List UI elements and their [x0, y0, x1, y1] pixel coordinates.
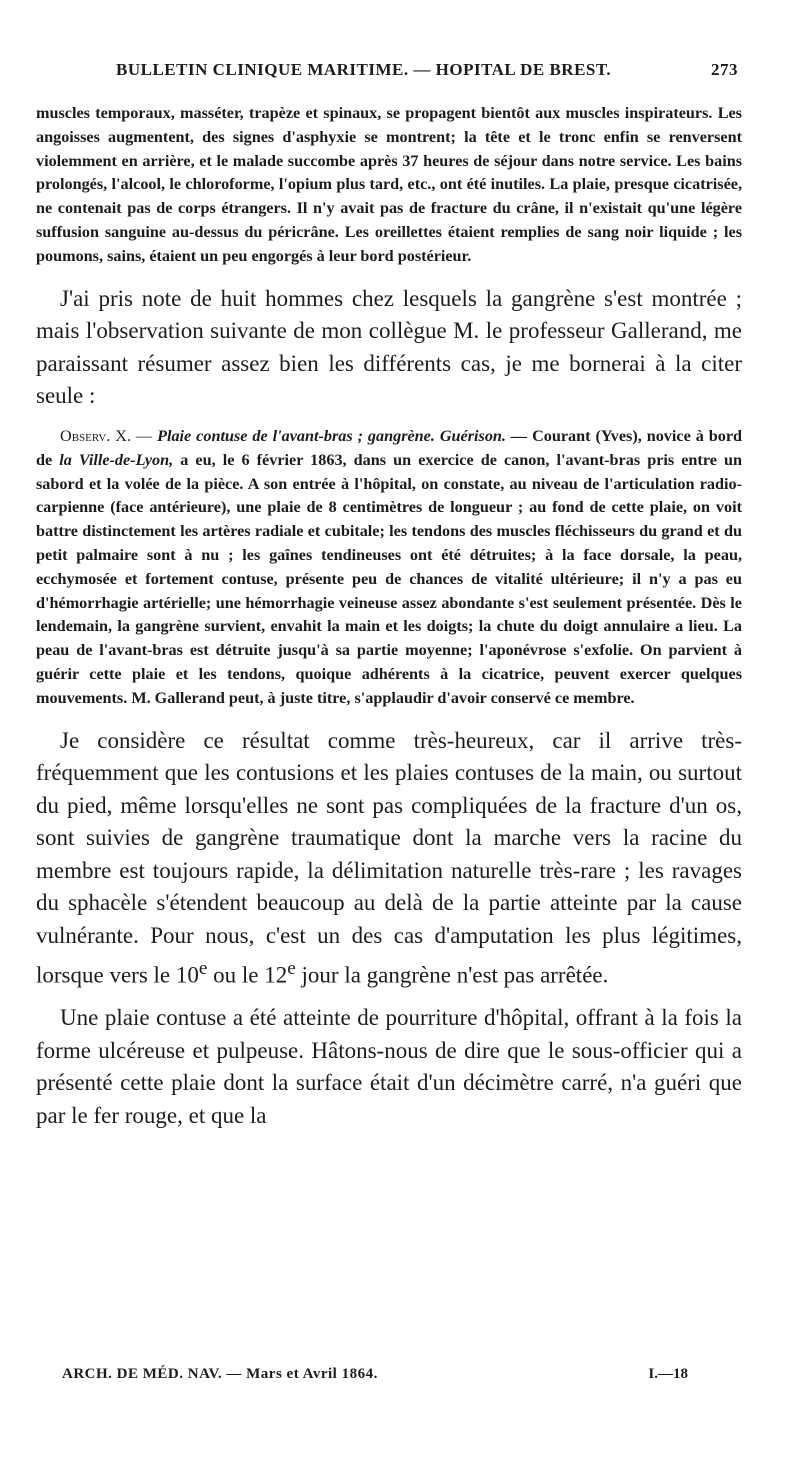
running-header — [36, 60, 742, 100]
observation-title: Plaie contuse de l'avant-bras ; gangrène. Guérison. — — [157, 426, 528, 445]
day-twelve-suffix: e — [287, 957, 296, 979]
ship-name: la Ville-de-Lyon, — [59, 450, 174, 469]
paragraph-discussion — [36, 725, 742, 992]
header-title: BULLETIN CLINIQUE MARITIME. — HOPITAL DE BREST. — [116, 60, 612, 79]
discussion-text-b: jour la gangrène n'est pas arrêtée. — [301, 962, 609, 988]
paragraph-continuation: muscles temporaux, masséter, trapèze et spinaux, se propagent bientôt aux muscles inspirateurs. Les angoisses augmentent, des signes d'asphyxie se montrent; la tête et le tronc enfin se renversent violemment en arrière, et le malade succombe après 37 heures de séjour dans notre service. Les bains prolongés, l'alcool, le chloroforme, l'opium plus tard, etc., ont été inutiles. La plaie, presque cicatrisée, ne contenait pas de corps étrangers. Il n'y avait pas de fracture du crâne, il n'existait qu'une légère suffusion sanguine au-dessus du péricrâne. Les oreillettes étaient remplies de sang noir liquide ; les poumons, sains, étaient un peu engorgés à leur bord postérieur. — [36, 104, 742, 265]
discussion-text-a: Je considère ce résultat comme très-heureux, car il arrive très-fréquemment que les contusions et les plaies contuses de la main, ou surtout du pied, même lorsqu'elles ne sont pas compliquées de la fracture d'un os, sont suivies de gangrène traumatique dont la marche vers la racine du membre est toujours rapide, la délimitation naturelle très-rare ; les ravages du sphacèle s'étendent beaucoup au delà de la partie atteinte par la cause vulnérante. Pour nous, c'est un des cas d'amputation les plus légitimes, lorsque vers le — [36, 727, 742, 988]
footer-journal: ARCH. DE MÉD. NAV. — Mars et Avril 1864. — [62, 1366, 378, 1382]
page-number: 273 — [711, 60, 738, 79]
day-twelve: 12 — [264, 962, 288, 988]
discussion-mid: ou le — [213, 962, 259, 988]
observation-text-a: Courant (Yves), novice à bord de — [36, 426, 743, 469]
paragraph-hospital-rot: Une plaie contuse a été atteinte de pourriture d'hôpital, offrant à la fois la forme ulcéreuse et pulpeuse. Hâtons-nous de dire que le sous-officier qui a présenté cette plaie dont la surface était d'un décimètre carré, n'a guéri que par le fer rouge, et que la — [36, 1004, 742, 1128]
day-ten: 10 — [175, 962, 199, 988]
observation-paragraph — [36, 425, 742, 711]
observation-text-b: a eu, le 6 février 1863, dans un exercice de canon, l'avant-bras pris entre un sabord et la volée de la pièce. A son entrée à l'hôpital, on constate, au niveau de l'articulation radio-carpienne (face antérieure), une plaie de 8 centimètres de longueur ; au fond de cette plaie, on voit battre distinctement les artères radiale et cubitale; les tendons des muscles fléchisseurs du grand et du petit palmaire sont à nu ; les gaînes tendineuses ont été détruites; à la face dorsale, la peau, ecchymosée et fortement contuse, présente peu de chances de vitalité ultérieure; il n'y a pas eu d'hémorrhagie artérielle; une hémorrhagie veineuse assez abondante s'est seulement présentée. Dès le lendemain, la gangrène survient, envahit la main et les doigts; la chute du doigt annulaire a lieu. La peau de l'avant-bras est détruite jusqu'à sa partie moyenne; l'aponévrose s'exfolie. On parvient à guérir cette plaie et les tendons, quoique adhérents à la cicatrice, peuvent exercer quelques mouvements. M. Gallerand peut, à juste titre, s'applaudir d'avoir conservé ce membre. — [36, 450, 742, 707]
paragraph-intro: J'ai pris note de huit hommes chez lesquels la gangrène s'est montrée ; mais l'observation suivante de mon collègue M. le professeur Gallerand, me paraissant résumer assez bien les différents cas, je me bornerai à la citer seule : — [36, 285, 742, 409]
page-footer — [62, 1366, 688, 1383]
day-ten-suffix: e — [198, 957, 208, 979]
document-page — [36, 60, 742, 1132]
observation-label: Observ. X. — — [60, 426, 153, 445]
footer-signature: I.—18 — [648, 1366, 688, 1382]
